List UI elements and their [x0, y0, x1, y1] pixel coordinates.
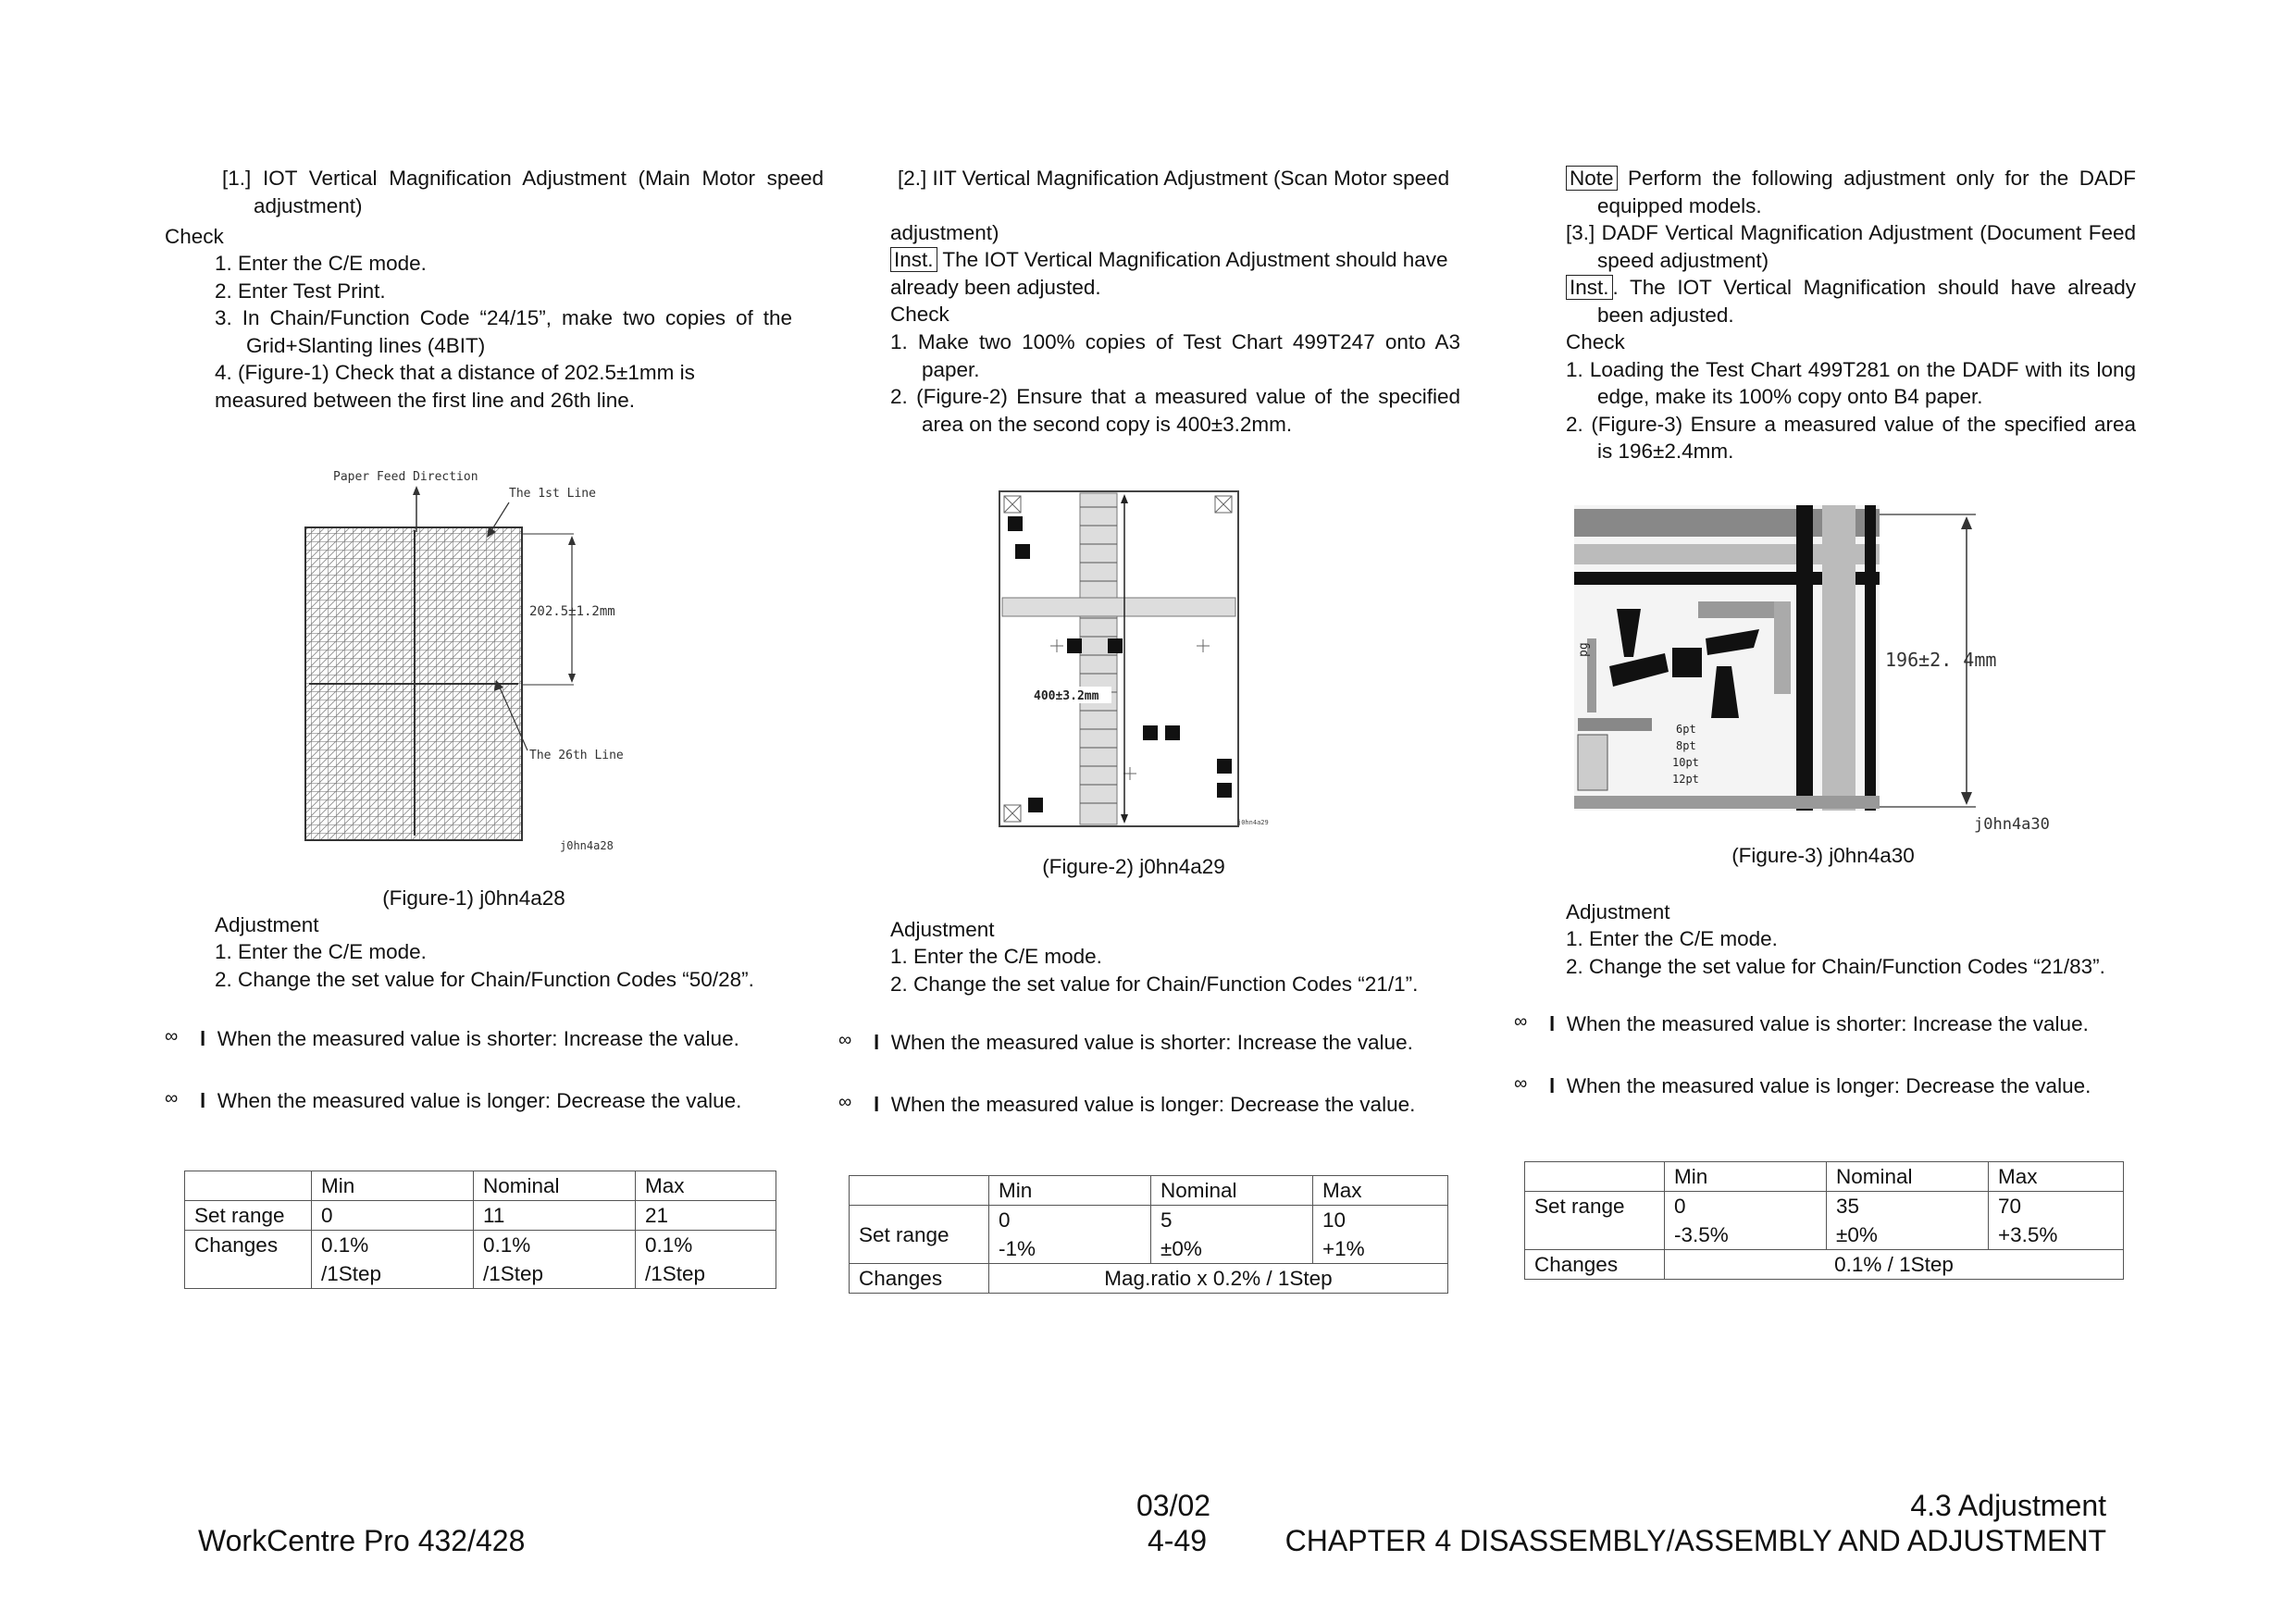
footer-product: WorkCentre Pro 432/428 — [198, 1524, 526, 1557]
first-line-label: The 1st Line — [509, 487, 596, 501]
col2-check-label: Check — [890, 303, 949, 326]
figure-code: j0hn4a30 — [1974, 815, 2050, 834]
dimension-label: 196±2. 4mm — [1885, 649, 1997, 671]
col3-adjustment-label: Adjustment — [1566, 900, 1670, 923]
step: 1. Make two 100% copies of Test Chart 499T247 onto A3 paper. — [890, 330, 1460, 381]
col3-note: Note Perform the following adjustment only for the DADF equipped models. [3.] DADF Vertical Magnification Adjustment (Document Feed speed adjustment) Inst. . The IOT Vertical Magnification should have already been adjusted. Check 1. Loading the Test Chart 499T281 on the DADF with its long edge, make its 100% copy onto B4 paper. 2. (Figure-3) Ensure a measured value of the specified area is 196±2.4mm. — [1566, 165, 2136, 465]
figure-3-caption: (Figure-3) j0hn4a30 — [1731, 844, 1915, 867]
col3-bullet-shorter: ∞ l When the measured value is shorter: Increase the value. — [1514, 1009, 2136, 1039]
paper-feed-label: Paper Feed Direction — [333, 470, 478, 484]
figure-code: j0hn4a28 — [560, 839, 614, 852]
table-row: Set range 0 -1% 5 ±0% 10 +1% — [850, 1206, 1448, 1264]
col2-bullet-shorter: ∞ l When the measured value is shorter: Increase the value. — [838, 1027, 1460, 1058]
table-row: Set range 0 -3.5% 35 ±0% 70 +3.5% — [1525, 1192, 2124, 1250]
step: 3. In Chain/Function Code “24/15”, make two copies of the Grid+Slanting lines (4BIT) — [215, 306, 792, 357]
col2-heading-cont: adjustment) — [890, 221, 999, 244]
note-tag: Note — [1566, 166, 1618, 191]
col3-set-range-table: Min Nominal Max Set range 0 -3.5% 35 ±0% 70 +3.5% Changes 0.1% / 1Step — [1524, 1161, 2124, 1280]
table-row: Set range 0 11 21 — [185, 1201, 776, 1231]
figure-2-test-chart — [995, 489, 1277, 831]
adj-step: 1. Enter the C/E mode. — [890, 945, 1102, 968]
pt-label: 8pt — [1676, 739, 1696, 752]
step: 4. (Figure-1) Check that a distance of 202.5±1mm is measured between the first line and 26th line. — [215, 361, 695, 412]
col3-bullet-longer: ∞ l When the measured value is longer: Decrease the value. — [1514, 1071, 2136, 1101]
footer-section: 4.3 Adjustment — [1910, 1489, 2106, 1522]
pg-label: pg — [1577, 642, 1591, 657]
col3-check-label: Check — [1566, 330, 1625, 353]
col1-bullet-shorter: ∞ l When the measured value is shorter: Increase the value. — [165, 1023, 792, 1054]
footer-page-number: 4-49 — [1148, 1524, 1208, 1557]
col2-heading: [2.] IIT Vertical Magnification Adjustment (Scan Motor speed — [898, 167, 1450, 190]
inst-tag: Inst. — [890, 247, 937, 272]
col1-adjustment-label: Adjustment — [215, 913, 319, 936]
adj-step: 2. Change the set value for Chain/Function Codes “21/83”. — [1566, 954, 2105, 978]
step: 2. Enter Test Print. — [215, 279, 386, 303]
adj-step: 1. Enter the C/E mode. — [1566, 927, 1778, 950]
infinity-bullet-icon: ∞ — [165, 1026, 179, 1047]
infinity-bullet-icon: ∞ — [1514, 1011, 1528, 1032]
pt-label: 10pt — [1672, 756, 1699, 769]
line26-label: The 26th Line — [529, 749, 624, 762]
dimension-label: 202.5±1.2mm — [529, 604, 615, 619]
col2-set-range-table: Min Nominal Max Set range 0 -1% 5 ±0% 10 +1% Changes Mag.ratio x 0.2% / 1Step — [849, 1175, 1448, 1294]
infinity-bullet-icon: ∞ — [838, 1030, 852, 1050]
pt-label: 12pt — [1672, 773, 1699, 786]
footer-chapter: CHAPTER 4 DISASSEMBLY/ASSEMBLY AND ADJUSTMENT — [1285, 1524, 2106, 1557]
col3-heading: [3.] DADF Vertical Magnification Adjustment (Document Feed speed adjustment) — [1566, 221, 2136, 272]
figure-code: j0hn4a29 — [1237, 819, 1269, 826]
infinity-bullet-icon: ∞ — [1514, 1073, 1528, 1094]
table-row: Changes 0.1% /1Step 0.1% /1Step 0.1% /1Step — [185, 1231, 776, 1289]
col1-heading: [1.] IOT Vertical Magnification Adjustment (Main Motor speed adjustment) — [222, 167, 824, 217]
figure-1-grid-chart — [278, 458, 666, 865]
step: 2. (Figure-2) Ensure that a measured value of the specified area on the second copy is 400±3.2mm. — [890, 385, 1460, 436]
figure-2-caption: (Figure-2) j0hn4a29 — [1042, 855, 1225, 878]
step: 1. Loading the Test Chart 499T281 on the DADF with its long edge, make its 100% copy onto B4 paper. — [1566, 357, 2136, 408]
table-row: Changes Mag.ratio x 0.2% / 1Step — [850, 1264, 1448, 1294]
step: 2. (Figure-3) Ensure a measured value of the specified area is 196±2.4mm. — [1566, 412, 2136, 463]
col2-bullet-longer: ∞ l When the measured value is longer: Decrease the value. — [838, 1089, 1460, 1120]
figure-1-caption: (Figure-1) j0hn4a28 — [382, 886, 565, 910]
figure-3-dadf-chart — [1569, 500, 2087, 842]
col2-adjustment-label: Adjustment — [890, 918, 995, 941]
table-row: Changes 0.1% / 1Step — [1525, 1250, 2124, 1280]
infinity-bullet-icon: ∞ — [838, 1092, 852, 1112]
dimension-label: 400±3.2mm — [1034, 689, 1099, 703]
inst-tag: Inst. — [1566, 275, 1613, 300]
col1-set-range-table: Min Nominal Max Set range 0 11 21 Changes 0.1% /1Step 0.1% /1Step 0.1% /1Step — [184, 1171, 776, 1289]
adj-step: 2. Change the set value for Chain/Function Codes “50/28”. — [215, 967, 754, 991]
col1-check-steps — [215, 250, 792, 414]
col1-bullet-longer: ∞ l When the measured value is longer: Decrease the value. — [165, 1085, 792, 1116]
adj-step: 2. Change the set value for Chain/Function Codes “21/1”. — [890, 972, 1419, 996]
col2-inst-note: Inst. The IOT Vertical Magnification Adjustment should have already been adjusted. — [890, 248, 1448, 299]
adj-step: 1. Enter the C/E mode. — [215, 940, 427, 963]
infinity-bullet-icon: ∞ — [165, 1088, 179, 1109]
pt-label: 6pt — [1676, 723, 1696, 736]
footer-date: 03/02 — [1136, 1489, 1211, 1522]
step: 1. Enter the C/E mode. — [215, 252, 427, 275]
col1-check-label: Check — [165, 225, 224, 248]
